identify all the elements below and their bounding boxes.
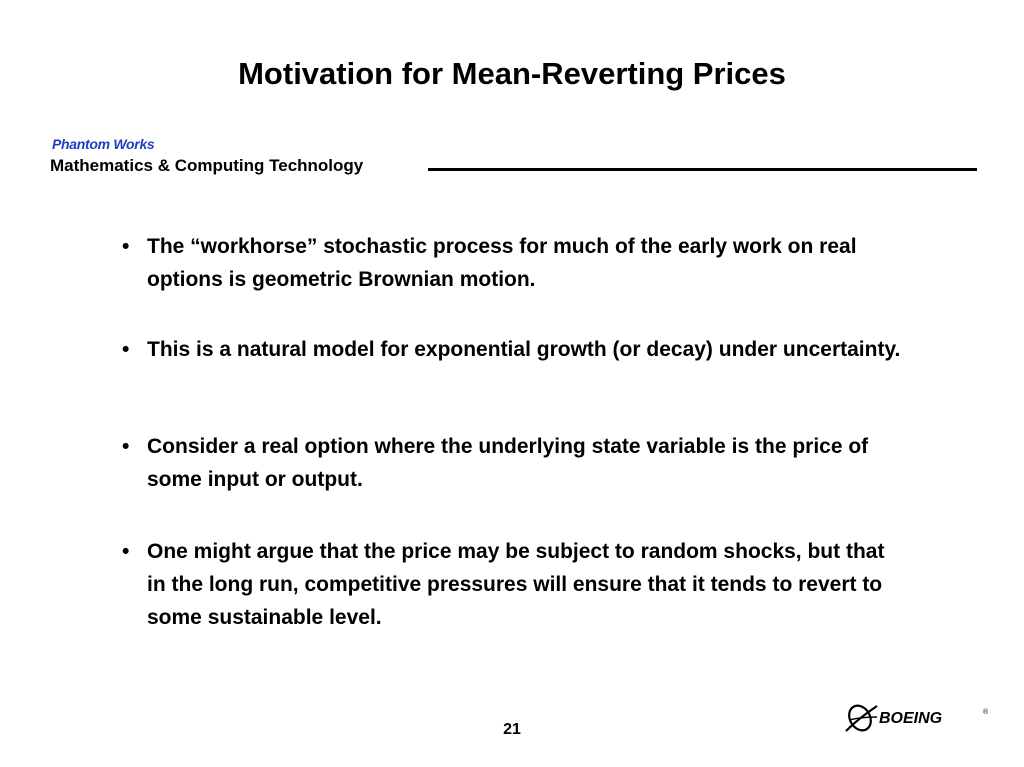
bullet-text: One might argue that the price may be subject to random shocks, but that in the long run, competitive pressures will ensure that it tends to revert to some sustainable level. [147, 540, 885, 629]
bullet-item [122, 535, 902, 634]
bullet-text: This is a natural model for exponential growth (or decay) under uncertainty. [147, 338, 901, 361]
boeing-logo-icon [843, 700, 993, 736]
bullet-item [122, 230, 902, 296]
organization-name: Phantom Works [52, 136, 155, 152]
slide-title: Motivation for Mean-Reverting Prices [238, 56, 786, 91]
bullet-dot: • [122, 540, 130, 563]
bullet-dot: • [122, 338, 130, 361]
bullet-dot: • [122, 435, 130, 458]
bullet-dot: • [122, 235, 130, 258]
bullet-item [122, 430, 902, 496]
department-name: Mathematics & Computing Technology [50, 156, 364, 175]
bullet-item [122, 333, 900, 366]
bullet-text: Consider a real option where the underlying state variable is the price of some input or output. [147, 435, 869, 491]
logo-registered-mark: ® [983, 709, 989, 716]
bullet-text: The “workhorse” stochastic process for much of the early work on real options is geometric Brownian motion. [147, 235, 857, 291]
logo-wordmark: BOEING [879, 710, 943, 727]
header-rule [428, 168, 977, 171]
page-number: 21 [503, 721, 521, 738]
